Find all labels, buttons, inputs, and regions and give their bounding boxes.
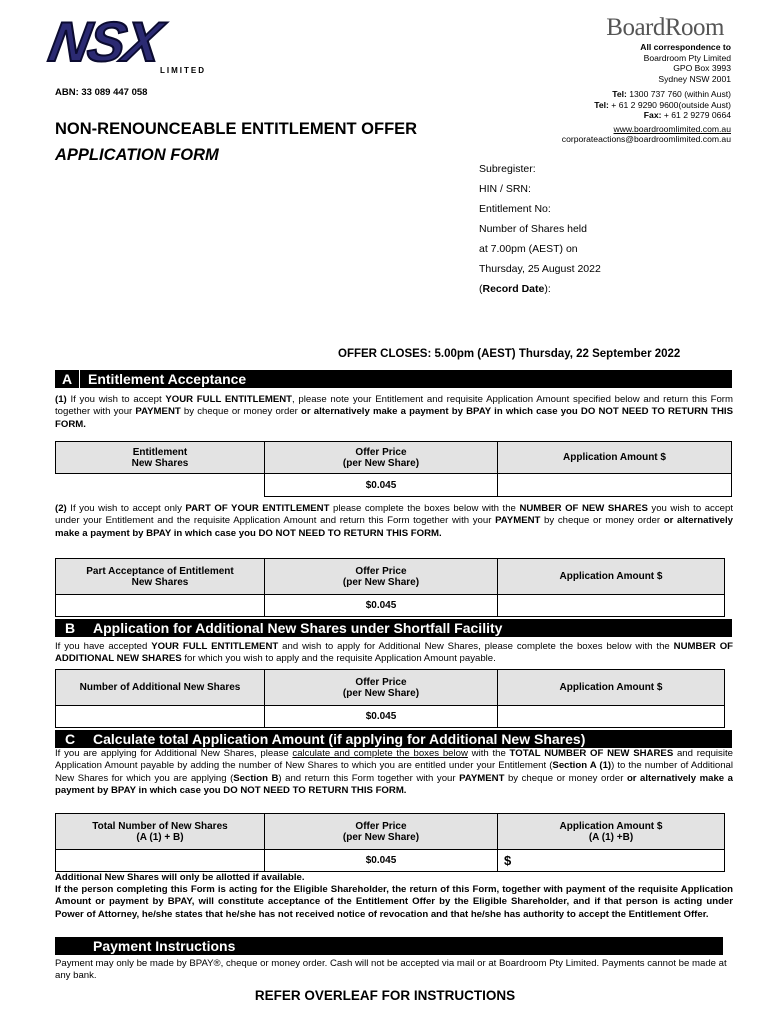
hin-label: HIN / SRN: — [479, 183, 531, 195]
shares-held-label: Number of Shares held — [479, 223, 587, 235]
offer-price-value: $0.045 — [265, 706, 498, 728]
application-amount-field[interactable] — [498, 595, 725, 617]
offer-closes: OFFER CLOSES: 5.00pm (AEST) Thursday, 22 September 2022 — [338, 348, 681, 360]
corr-value: 1300 737 760 (within Aust) — [626, 89, 731, 99]
col-header: Offer Price (per New Share) — [265, 559, 498, 595]
col-header: Application Amount $ — [498, 559, 725, 595]
col-header: Application Amount $ (A (1) +B) — [498, 814, 725, 850]
payment-instructions-header: Payment Instructions — [55, 937, 723, 955]
form-subtitle: APPLICATION FORM — [55, 146, 219, 164]
offer-price-value: $0.045 — [265, 850, 498, 872]
section-b-para: If you have accepted YOUR FULL ENTITLEMENT and wish to apply for Additional New Shares, please complete the boxes below with the NUMBER OF ADDITIONAL NEW SHARES for which you wish to apply and the requisite Application Amount payable. — [55, 641, 734, 665]
section-c-para: If you are applying for Additional New Shares, please calculate and complete the boxes below with the TOTAL NUMBER OF NEW SHARES and requisite Application Amount payable by adding the number of New Shares to which you are entitled under your Entitlement (Section A (1)) to the number of Additional New Shares for which you are applying (Section B) and return this Form together with your PAYMENT by cheque or money order or alternatively make a payment by BPAY in which case you DO NOT NEED TO RETURN THIS FORM. — [55, 748, 733, 797]
attorney-note: If the person completing this Form is acting for the Eligible Shareholder, the return of this Form, together with payment of the requisite Application Amount or payment by BPAY, will constitute acceptance of the Entitlement Offer by the Eligible Shareholder, and if that person is acting under Power of Attorney, he/she states that he/she has not received notice of revocation and that he/she has authority to accept the Entitlement Offer. — [55, 884, 733, 920]
col-header: Number of Additional New Shares — [56, 670, 265, 706]
section-title: Application for Additional New Shares under Shortfall Facility — [93, 620, 503, 636]
offer-price-value: $0.045 — [265, 595, 498, 617]
correspondence-block — [562, 42, 731, 145]
boardroom-logo: BoardRoom — [606, 14, 724, 41]
holder-details — [479, 163, 601, 303]
nsx-logo-subtext: LIMITED — [160, 66, 206, 75]
entitlement-no-label: Entitlement No: — [479, 203, 551, 215]
shares-held-label: at 7.00pm (AEST) on — [479, 243, 578, 255]
payment-instructions-text: Payment may only be made by BPAY®, cheque or money order. Cash will not be accepted via mail or at Boardroom Pty Limited. Payments cannot be made at any bank. — [55, 958, 727, 982]
corr-line: Sydney NSW 2001 — [658, 73, 731, 84]
section-title: Entitlement Acceptance — [88, 371, 247, 387]
col-header: Offer Price (per New Share) — [265, 670, 498, 706]
application-amount-field[interactable] — [498, 474, 732, 497]
section-letter: A — [55, 370, 80, 388]
corr-phone-line — [562, 89, 731, 100]
offer-price-value: $0.045 — [265, 474, 498, 497]
section-letter: C — [64, 731, 76, 747]
col-header: Entitlement New Shares — [56, 442, 265, 474]
section-a-para1: (1) If you wish to accept YOUR FULL ENTITLEMENT, please note your Entitlement and requisite Application Amount specified below and return this Form together with your PAYMENT by cheque or money order or alternatively make a payment by BPAY in which case you DO NOT NEED TO RETURN THIS FORM. — [55, 394, 733, 430]
corr-value: + 61 2 9279 0664 — [661, 110, 731, 120]
corr-phone-line — [562, 100, 731, 111]
subregister-label: Subregister: — [479, 163, 536, 175]
nsx-logo — [44, 10, 212, 78]
form-title: NON-RENOUNCEABLE ENTITLEMENT OFFER — [55, 120, 418, 138]
corr-value: + 61 2 9290 9600(outside Aust) — [608, 99, 731, 110]
section-c-header — [55, 730, 732, 748]
total-amount-field[interactable]: $ — [498, 850, 725, 872]
additional-shares-field[interactable] — [56, 706, 265, 728]
corr-line: GPO Box 3993 — [673, 63, 731, 73]
email-address: corporateactions@boardroomlimited.com.au — [561, 134, 731, 144]
additional-shares-table — [55, 669, 725, 728]
col-header: Total Number of New Shares (A (1) + B) — [56, 814, 265, 850]
col-header: Application Amount $ — [498, 670, 725, 706]
corr-label: Tel: — [612, 89, 627, 99]
empty-cell — [56, 474, 265, 497]
section-a-header — [55, 370, 732, 388]
section-a-para2: (2) If you wish to accept only PART OF YOUR ENTITLEMENT please complete the boxes below with the NUMBER OF NEW SHARES you wish to accept under your Entitlement and the requisite Application Amount and return this Form together with your PAYMENT by cheque or money order or alternatively make a payment by BPAY in which case you DO NOT NEED TO RETURN THIS FORM. — [55, 503, 733, 539]
section-letter: B — [64, 620, 76, 636]
col-header: Offer Price (per New Share) — [265, 814, 498, 850]
application-amount-field[interactable] — [498, 706, 725, 728]
total-application-table — [55, 813, 725, 872]
section-title: Calculate total Application Amount (if applying for Additional New Shares) — [93, 731, 586, 747]
part-acceptance-table — [55, 558, 725, 617]
nsx-logo-text: NSX — [44, 10, 165, 73]
entitlement-table — [55, 441, 732, 497]
col-header: Offer Price (per New Share) — [265, 442, 498, 474]
refer-overleaf: REFER OVERLEAF FOR INSTRUCTIONS — [254, 988, 516, 1003]
corr-line: Boardroom Pty Limited — [643, 52, 731, 63]
allotment-note: Additional New Shares will only be allotted if available. — [55, 872, 305, 883]
corr-fax-line — [562, 110, 731, 121]
record-date-label: (Record Date): — [479, 283, 551, 295]
col-header: Part Acceptance of Entitlement New Shares — [56, 559, 265, 595]
total-shares-field[interactable] — [56, 850, 265, 872]
corr-line: All correspondence to — [640, 42, 731, 52]
col-header: Application Amount $ — [498, 442, 732, 474]
abn-number: ABN: 33 089 447 058 — [55, 87, 148, 98]
corr-label: Fax: — [643, 110, 662, 120]
corr-label: Tel: — [594, 99, 609, 110]
shares-held-label: Thursday, 25 August 2022 — [479, 263, 601, 275]
part-acceptance-shares-field[interactable] — [56, 595, 265, 617]
section-b-header — [55, 619, 732, 637]
website-link[interactable]: www.boardroomlimited.com.au — [613, 123, 731, 134]
